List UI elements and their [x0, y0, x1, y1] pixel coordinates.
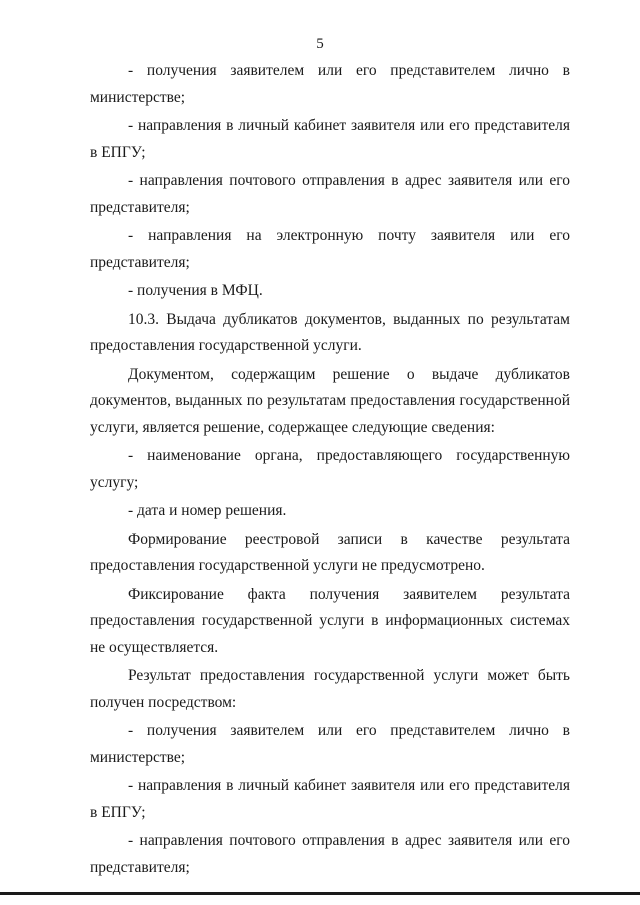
paragraph: - направления почтового отправления в адрес заявителя или его представителя;	[90, 832, 570, 876]
paragraph: Документом, содержащим решение о выдаче дубликатов документов, выданных по результатам предоставления государственной услуги, является решение, содержащее следующие сведения:	[90, 365, 570, 436]
paragraph: Формирование реестровой записи в качестве результата предоставления государственной услуги не предусмотрено.	[90, 530, 570, 574]
page-number: 5	[316, 36, 324, 52]
paragraph: - наименование органа, предоставляющего государственную услугу;	[90, 447, 570, 491]
page-bottom-rule	[0, 892, 640, 895]
paragraph: - дата и номер решения.	[128, 502, 287, 519]
document-body	[90, 58, 570, 881]
paragraph: - направления на электронную почту заявителя или его представителя;	[90, 227, 570, 271]
paragraph: Фиксирование факта получения заявителем результата предоставления государственной услуги в информационных системах не осуществляется.	[90, 585, 570, 656]
paragraph: - направления в личный кабинет заявителя или его представителя в ЕПГУ;	[90, 117, 570, 161]
paragraph: - направления почтового отправления в адрес заявителя или его представителя;	[90, 172, 570, 216]
paragraph: - направления в личный кабинет заявителя или его представителя в ЕПГУ;	[90, 777, 570, 821]
paragraph: Результат предоставления государственной услуги может быть получен посредством:	[90, 667, 570, 711]
paragraph: - получения в МФЦ.	[128, 282, 263, 299]
paragraph: - получения заявителем или его представителем лично в министерстве;	[90, 62, 570, 106]
paragraph: - получения заявителем или его представителем лично в министерстве;	[90, 722, 570, 766]
section-heading: 10.3. Выдача дубликатов документов, выданных по результатам предоставления государственной услуги.	[90, 310, 570, 354]
